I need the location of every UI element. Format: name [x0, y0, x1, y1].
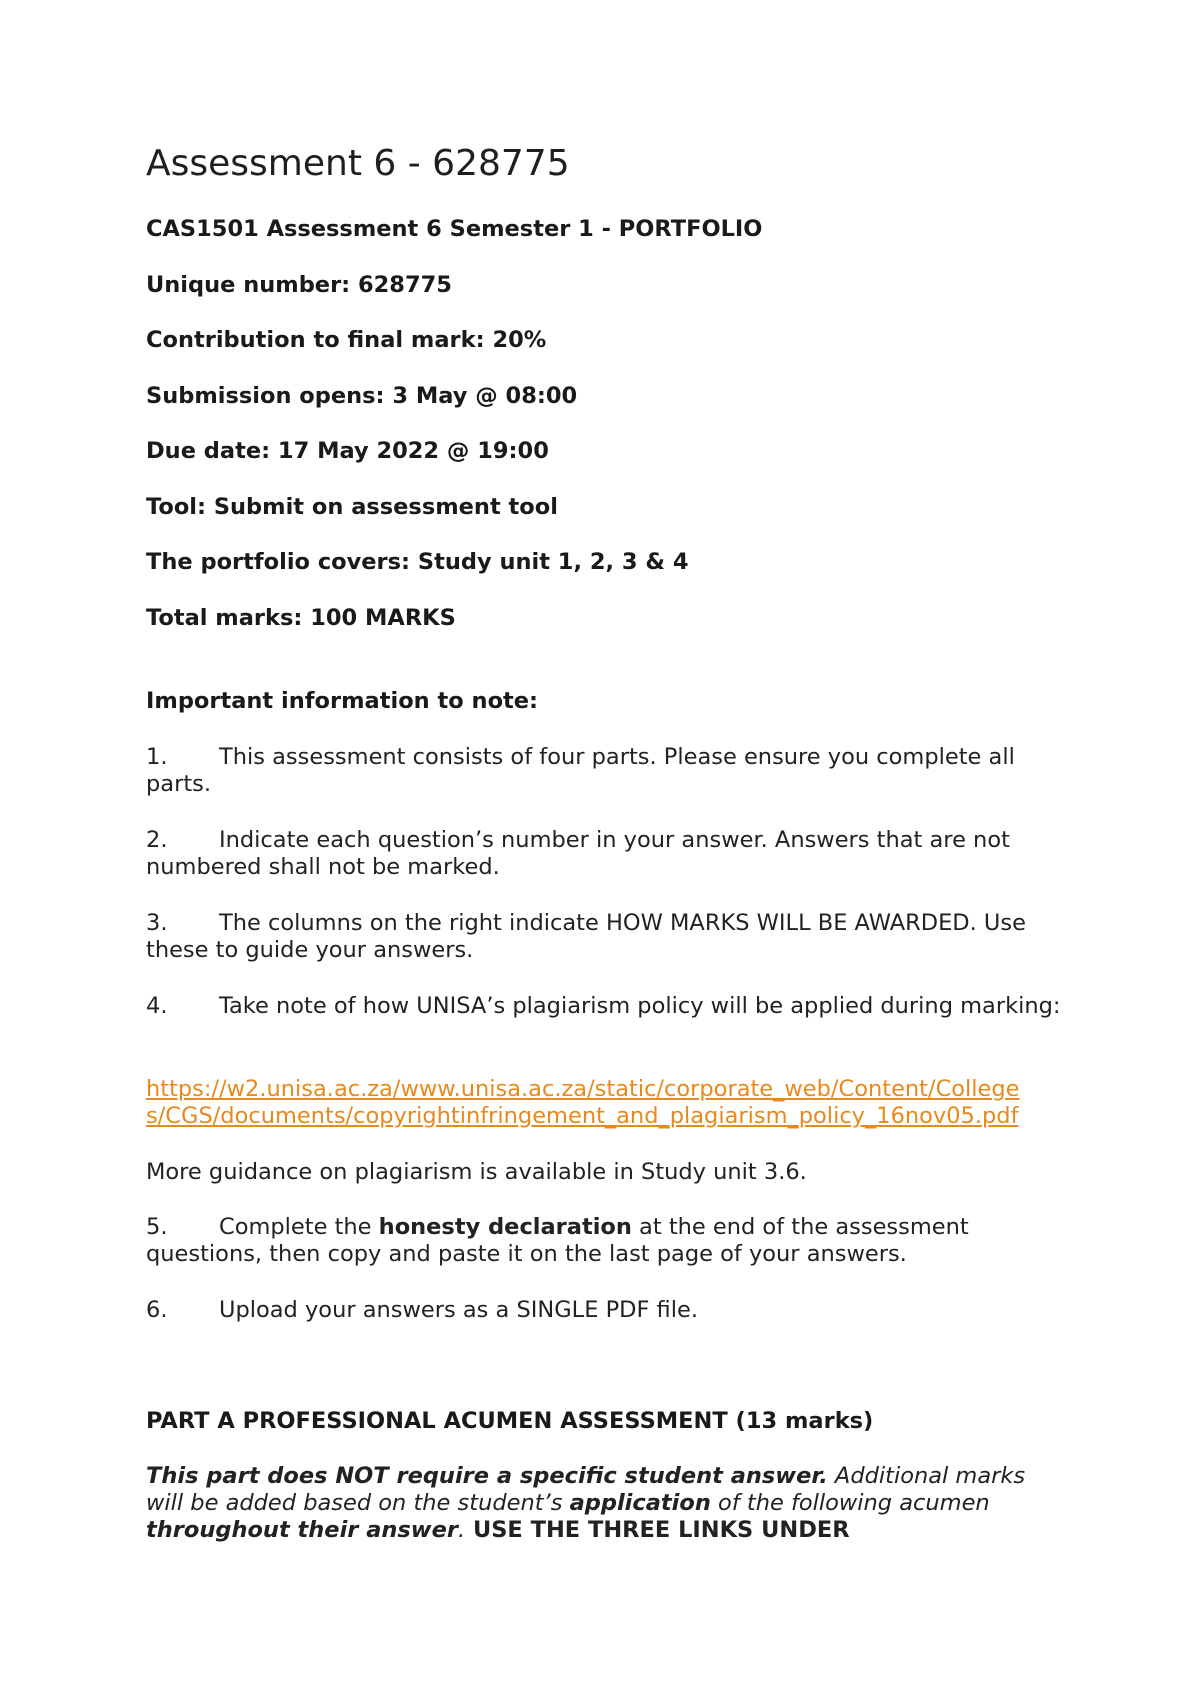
part-a-heading: PART A PROFESSIONAL ACUMEN ASSESSMENT (13 marks)	[146, 1408, 874, 1434]
total-marks: Total marks: 100 MARKS	[146, 605, 456, 631]
item-text: The columns on the right indicate HOW MARKS WILL BE AWARDED. Use these to guide your answers.	[146, 910, 1026, 963]
portfolio-covers: The portfolio covers: Study unit 1, 2, 3 & 4	[146, 549, 689, 575]
item-text: Take note of how UNISA’s plagiarism policy will be applied during marking:	[219, 993, 1061, 1019]
item-number: 6.	[146, 1297, 168, 1323]
unique-number: Unique number: 628775	[146, 272, 452, 298]
list-item	[146, 1297, 1066, 1324]
item-text: Complete the	[219, 1214, 379, 1240]
due-date: Due date: 17 May 2022 @ 19:00	[146, 438, 549, 464]
contribution: Contribution to final mark: 20%	[146, 327, 547, 353]
submission-opens: Submission opens: 3 May @ 08:00	[146, 383, 578, 409]
intro-bold-italic: This part does NOT require a specific student answer.	[146, 1463, 828, 1489]
guidance-text: More guidance on plagiarism is available in Study unit 3.6.	[146, 1159, 807, 1185]
tool: Tool: Submit on assessment tool	[146, 494, 558, 520]
honesty-declaration: honesty declaration	[378, 1214, 632, 1240]
intro-bold: USE THE THREE LINKS UNDER	[465, 1517, 850, 1543]
item-number: 4.	[146, 993, 168, 1019]
item-number: 3.	[146, 910, 168, 936]
link-line[interactable]: https://w2.unisa.ac.za/www.unisa.ac.za/static/corporate_web/Content/College	[146, 1076, 1020, 1102]
page-title: Assessment 6 - 628775	[146, 143, 570, 184]
list-item	[146, 993, 1066, 1020]
item-text: Indicate each question’s number in your answer. Answers that are not numbered shall not be marked.	[146, 827, 1010, 880]
item-number: 2.	[146, 827, 168, 853]
intro-italic: Additional marks will be added based on the student’s	[146, 1463, 1026, 1516]
item-number: 1.	[146, 744, 168, 770]
list-item	[146, 910, 1066, 964]
intro-bold-italic: throughout their answer	[146, 1517, 458, 1543]
item-text: Upload your answers as a SINGLE PDF file.	[219, 1297, 698, 1323]
intro-bold-italic: application	[569, 1490, 711, 1516]
intro-italic: of the following acumen	[710, 1490, 990, 1516]
part-a-intro	[146, 1463, 1066, 1544]
item-text: at the end of the assessment questions, then copy and paste it on the last page of your answers.	[146, 1214, 969, 1267]
intro-italic: .	[457, 1517, 466, 1543]
item-number: 5.	[146, 1214, 168, 1240]
list-item	[146, 827, 1066, 881]
list-item	[146, 1214, 1066, 1268]
important-heading: Important information to note:	[146, 688, 539, 714]
item-text: This assessment consists of four parts. Please ensure you complete all parts.	[146, 744, 1015, 797]
list-item	[146, 744, 1066, 798]
link-line[interactable]: s/CGS/documents/copyrightinfringement_and_plagiarism_policy_16nov05.pdf	[146, 1103, 1019, 1129]
course-line: CAS1501 Assessment 6 Semester 1 - PORTFOLIO	[146, 216, 763, 242]
plagiarism-policy-link[interactable]	[146, 1076, 1066, 1130]
